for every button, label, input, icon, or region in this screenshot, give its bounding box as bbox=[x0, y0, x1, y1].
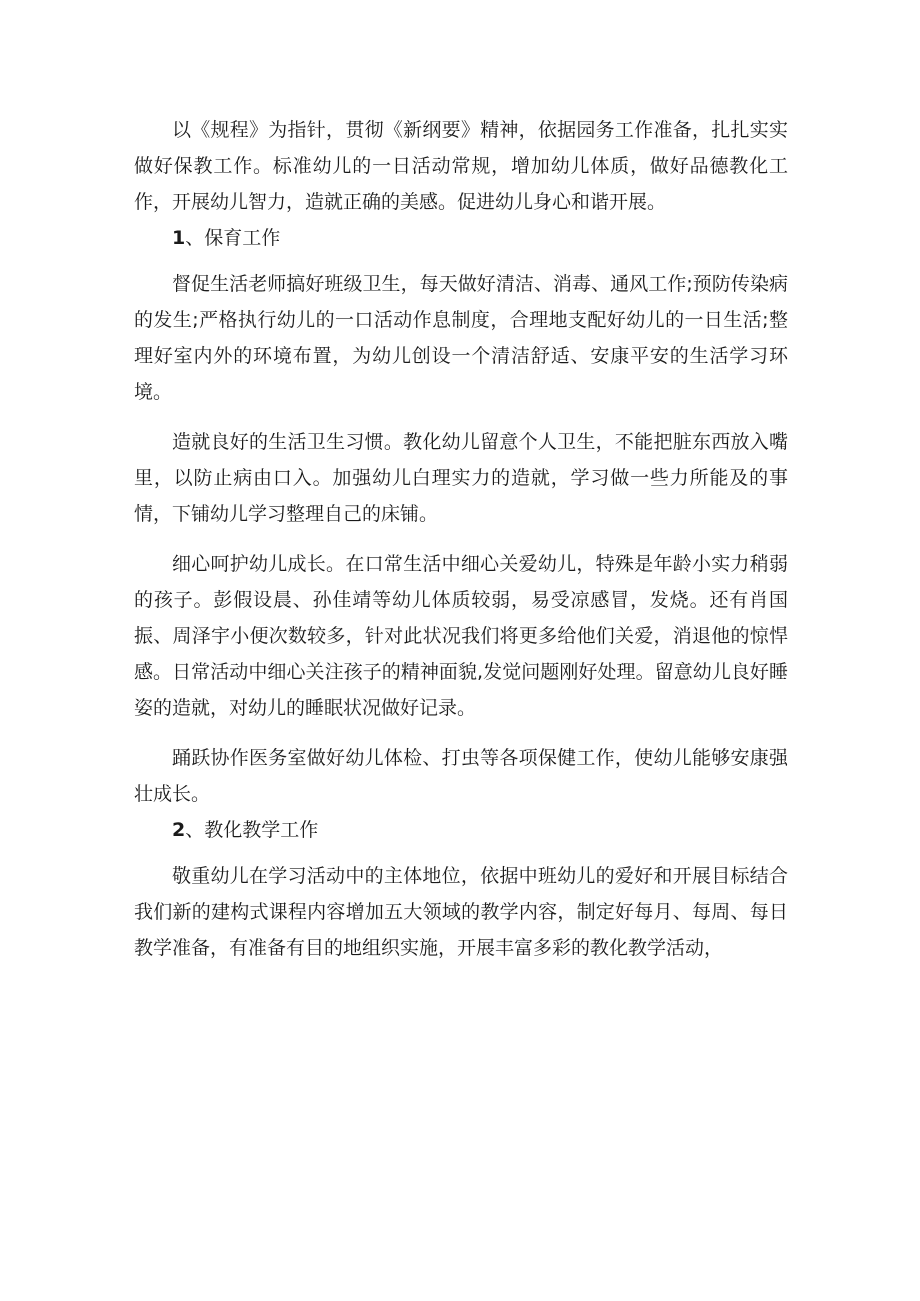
document-body bbox=[134, 112, 788, 966]
paragraph-habits: 造就良好的生活卫生习惯。教化幼儿留意个人卫生，不能把脏东西放入嘴里，以防止病由口入。加强幼儿白理实力的造就，学习做一些力所能及的事情，下铺幼儿学习整理自己的床铺。 bbox=[134, 431, 788, 525]
section-title: 、教化教学工作 bbox=[185, 819, 319, 841]
section-heading-childcare bbox=[134, 220, 788, 256]
paragraph-health-checks: 踊跃协作医务室做好幼儿体检、打虫等各项保健工作，使幼儿能够安康强壮成长。 bbox=[134, 747, 788, 805]
paragraph-teaching: 敬重幼儿在学习活动中的主体地位，依据中班幼儿的爱好和开展目标结合我们新的建构式课程内容增加五大领域的教学内容，制定好每月、每周、每日教学准备，有准备有目的地组织实施，开展丰富多彩的教化教学活动， bbox=[134, 865, 788, 959]
paragraph-hygiene: 督促生活老师搞好班级卫生，每天做好清洁、消毒、通风工作;预防传染病的发生;严格执行幼儿的一口活动作息制度，合理地支配好幼儿的一日生活;整理好室内外的环境布置，为幼儿创设一个清洁舒适、安康平安的生活学习环境。 bbox=[134, 273, 788, 403]
intro-paragraph: 以《规程》为指针，贯彻《新纲要》精神，依据园务工作准备，扎扎实实做好保教工作。标准幼儿的一日活动常规，增加幼儿体质，做好品德教化工作，开展幼儿智力，造就正确的美感。促进幼儿身心和谐开展。 bbox=[134, 119, 788, 213]
section-title: 、保育工作 bbox=[185, 227, 281, 249]
section-number: 1 bbox=[172, 227, 186, 249]
section-number: 2 bbox=[172, 819, 186, 841]
paragraph-care: 细心呵护幼儿成长。在口常生活中细心关爱幼儿，特殊是年龄小实力稍弱的孩子。彭假设晨、孙佳靖等幼儿体质较弱，易受凉感冒，发烧。还有肖国振、周泽宇小便次数较多，针对此状况我们将更多给他们关爱，消退他的惊悍感。日常活动中细心关注孩子的精神面貌,发觉问题刚好处理。留意幼儿良好睡姿的造就，对幼儿的睡眠状况做好记录。 bbox=[134, 553, 788, 719]
section-heading-teaching bbox=[134, 812, 788, 848]
